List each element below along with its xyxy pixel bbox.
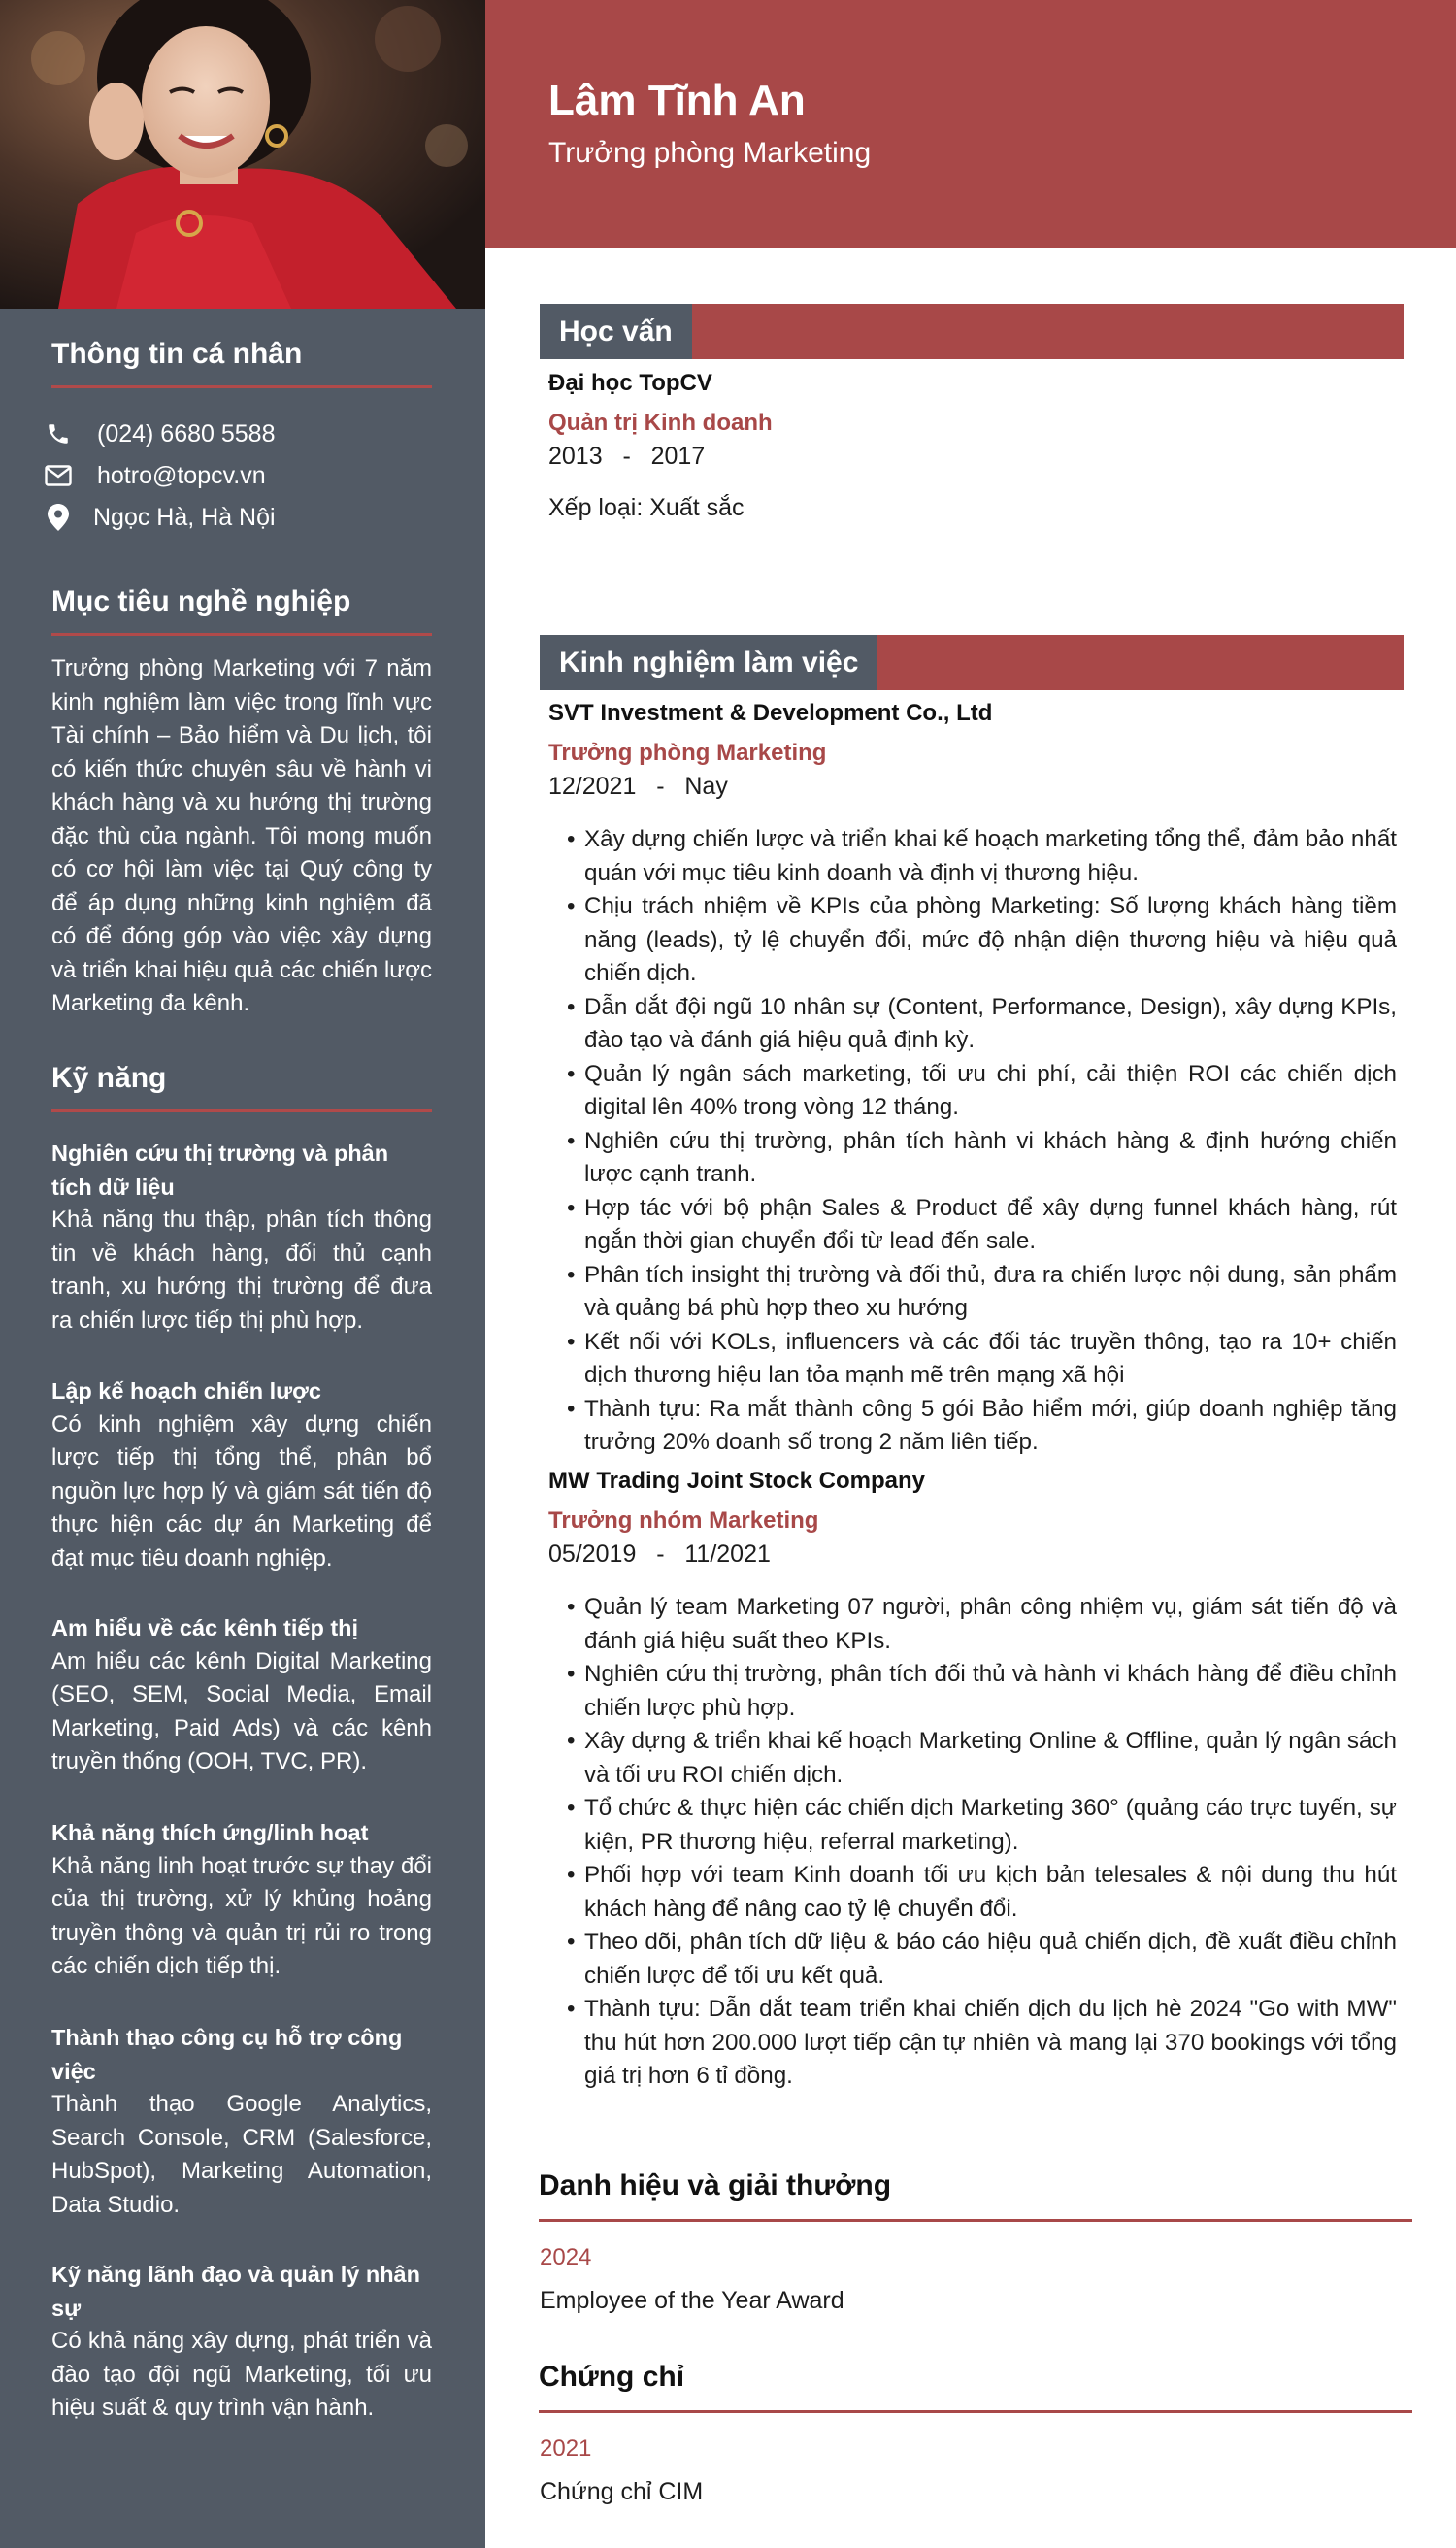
phone-icon (43, 419, 74, 448)
job-position: Trưởng nhóm Marketing (548, 1507, 819, 1534)
job-bullet: • Hợp tác với bộ phận Sales & Product để xây dựng funnel khách hàng, rút ngắn thời gian chuyển đổi từ lead đến sale. (567, 1192, 1397, 1259)
job-bullet: • Kết nối với KOLs, influencers và các đối tác truyền thông, tạo ra 10+ chiến dịch thương hiệu lan tỏa mạnh mẽ trên mạng xã hội (567, 1326, 1397, 1393)
skill-title: Kỹ năng lãnh đạo và quản lý nhân sự (51, 2262, 420, 2321)
header-banner (485, 0, 1456, 248)
certificate-name: Chứng chỉ CIM (540, 2478, 704, 2505)
skill-description: Có khả năng xây dựng, phát triển và đào tạo đội ngũ Marketing, tối ưu hiệu suất & quy trình vận hành. (51, 2328, 432, 2421)
job-bullet: • Xây dựng & triển khai kế hoạch Marketing Online & Offline, quản lý ngân sách và tối ưu ROI chiến dịch. (567, 1725, 1397, 1792)
phone-row (43, 419, 275, 448)
skill-item (51, 1611, 432, 1779)
job-bullet: • Thành tựu: Ra mắt thành công 5 gói Bảo hiểm mới, giúp doanh nghiệp tăng trưởng 20% doanh số trong 2 năm liên tiếp. (567, 1393, 1397, 1460)
job-bullet: • Dẫn dắt đội ngũ 10 nhân sự (Content, Performance, Design), xây dựng KPIs, đào tạo và đánh giá hiệu quả định kỳ. (567, 991, 1397, 1058)
awards-section (539, 2167, 1412, 2317)
email-address[interactable]: hotro@topcv.vn (97, 462, 266, 489)
address-row (43, 503, 276, 532)
profile-photo (0, 0, 485, 309)
skill-title: Thành thạo công cụ hỗ trợ công việc (51, 2025, 403, 2084)
experience-heading: Kinh nghiệm làm việc (540, 635, 877, 690)
email-row (43, 461, 266, 490)
candidate-name: Lâm Tĩnh An (548, 77, 806, 124)
certificates-section (539, 2358, 1412, 2508)
school-name: Đại học TopCV (548, 370, 712, 396)
job-bullet: • Thành tựu: Dẫn dắt team triển khai chiến dịch du lịch hè 2024 "Go with MW" thu hút hơn 200.000 lượt tiếp cận tự nhiên và mang lại 370 bookings với tổng giá trị hơn 6 tỉ đồng. (567, 1993, 1397, 2094)
job-bullet: • Quản lý team Marketing 07 người, phân công nhiệm vụ, giám sát tiến độ và đánh giá hiệu suất theo KPIs. (567, 1591, 1397, 1658)
job-bullets (567, 823, 1397, 1460)
personal-info-heading: Thông tin cá nhân (51, 335, 432, 388)
location-pin-icon (43, 503, 74, 532)
job-bullet: • Nghiên cứu thị trường, phân tích đối thủ và hành vi khách hàng để điều chỉnh chiến lược phù hợp. (567, 1658, 1397, 1725)
skill-description: Thành thạo Google Analytics, Search Console, CRM (Salesforce, HubSpot), Marketing Automation, Data Studio. (51, 2091, 432, 2218)
job-entry (548, 697, 1398, 803)
education-section-bar (540, 304, 1404, 359)
company-name: SVT Investment & Development Co., Ltd (548, 700, 993, 726)
candidate-title: Trưởng phòng Marketing (548, 137, 872, 169)
skill-description: Am hiểu các kênh Digital Marketing (SEO, SEM, Social Media, Email Marketing, Paid Ads) và các kênh truyền thống (OOH, TVC, PR). (51, 1647, 432, 1774)
award-name: Employee of the Year Award (540, 2287, 844, 2314)
skill-title: Lập kế hoạch chiến lược (51, 1378, 321, 1404)
job-bullet: • Chịu trách nhiệm về KPIs của phòng Marketing: Số lượng khách hàng tiềm năng (leads), tỷ lệ chuyển đổi, mức độ nhận diện thương hiệu và hiệu quả chiến dịch. (567, 890, 1397, 991)
education-major: Quản trị Kinh doanh (548, 410, 773, 436)
envelope-icon (43, 461, 74, 490)
education-grade: Xếp loại: Xuất sắc (548, 494, 745, 521)
job-bullet: • Nghiên cứu thị trường, phân tích hành vi khách hàng & định hướng chiến lược cạnh tranh. (567, 1125, 1397, 1192)
education-dates: 2013 - 2017 (548, 443, 706, 470)
job-bullets (567, 1591, 1397, 2094)
job-position: Trưởng phòng Marketing (548, 740, 827, 766)
job-bullet: • Xây dựng chiến lược và triển khai kế hoạch marketing tổng thể, đảm bảo nhất quán với mục tiêu kinh doanh và định vị thương hiệu. (567, 823, 1397, 890)
education-heading: Học vấn (540, 304, 692, 359)
objective-heading: Mục tiêu nghề nghiệp (51, 582, 432, 636)
skill-item (51, 1137, 432, 1338)
certificates-heading: Chứng chỉ (539, 2358, 1412, 2413)
job-bullet: • Quản lý ngân sách marketing, tối ưu chi phí, cải thiện ROI các chiến dịch digital lên 40% trong vòng 12 tháng. (567, 1058, 1397, 1125)
job-bullet: • Tổ chức & thực hiện các chiến dịch Marketing 360° (quảng cáo trực tuyến, sự kiện, PR thương hiệu, referral marketing). (567, 1792, 1397, 1859)
job-entry (548, 1465, 1398, 1571)
skill-description: Có kinh nghiệm xây dựng chiến lược tiếp thị tổng thể, phân bổ nguồn lực hợp lý và giám sát tiến độ thực hiện các dự án Marketing để đạt mục tiêu doanh nghiệp. (51, 1410, 432, 1572)
awards-heading: Danh hiệu và giải thưởng (539, 2167, 1412, 2222)
address-text: Ngọc Hà, Hà Nội (93, 504, 276, 531)
skill-description: Khả năng thu thập, phân tích thông tin về khách hàng, đối thủ cạnh tranh, xu hướng thị trường để đưa ra chiến lược tiếp thị phù hợp. (51, 1207, 432, 1334)
experience-section-bar (540, 635, 1404, 690)
certificate-year: 2021 (540, 2435, 592, 2462)
award-year: 2024 (540, 2244, 592, 2270)
skill-title: Khả năng thích ứng/linh hoạt (51, 1820, 369, 1845)
skills-heading: Kỹ năng (51, 1059, 432, 1112)
job-dates: 12/2021 - Nay (548, 773, 728, 800)
phone-number: (024) 6680 5588 (97, 420, 276, 447)
profile-photo-image (0, 0, 485, 309)
objective-text: Trưởng phòng Marketing với 7 năm kinh nghiệm làm việc trong lĩnh vực Tài chính – Bảo hiểm và Du lịch, tôi có kiến thức chuyên sâu về hành vi khách hàng và xu hướng thị trường đặc thù của ngành. Tôi mong muốn có cơ hội làm việc tại Quý công ty để áp dụng những kinh nghiệm đã có để đóng góp vào việc xây dựng và triển khai hiệu quả các chiến lược Marketing đa kênh. (51, 655, 433, 1016)
skill-item (51, 2258, 432, 2426)
education-entry (548, 367, 1398, 524)
skill-item (51, 1816, 432, 1984)
skill-item (51, 1374, 432, 1575)
company-name: MW Trading Joint Stock Company (548, 1468, 926, 1494)
job-bullet: • Phân tích insight thị trường và đối thủ, đưa ra chiến lược nội dung, sản phẩm và quảng bá phù hợp theo xu hướng (567, 1259, 1397, 1326)
skill-title: Nghiên cứu thị trường và phân tích dữ liệu (51, 1141, 389, 1200)
job-dates: 05/2019 - 11/2021 (548, 1540, 771, 1568)
sidebar (0, 0, 485, 2548)
job-bullet: • Phối hợp với team Kinh doanh tối ưu kịch bản telesales & nội dung thu hút khách hàng để nâng cao tỷ lệ chuyển đổi. (567, 1859, 1397, 1926)
skill-title: Am hiểu về các kênh tiếp thị (51, 1615, 359, 1640)
job-bullet: • Theo dõi, phân tích dữ liệu & báo cáo hiệu quả chiến dịch, đề xuất điều chỉnh chiến lược để tối ưu kết quả. (567, 1926, 1397, 1993)
skill-item (51, 2021, 432, 2222)
skill-description: Khả năng linh hoạt trước sự thay đổi của thị trường, xử lý khủng hoảng truyền thông và quản trị rủi ro trong các chiến dịch tiếp thị. (51, 1852, 432, 1979)
